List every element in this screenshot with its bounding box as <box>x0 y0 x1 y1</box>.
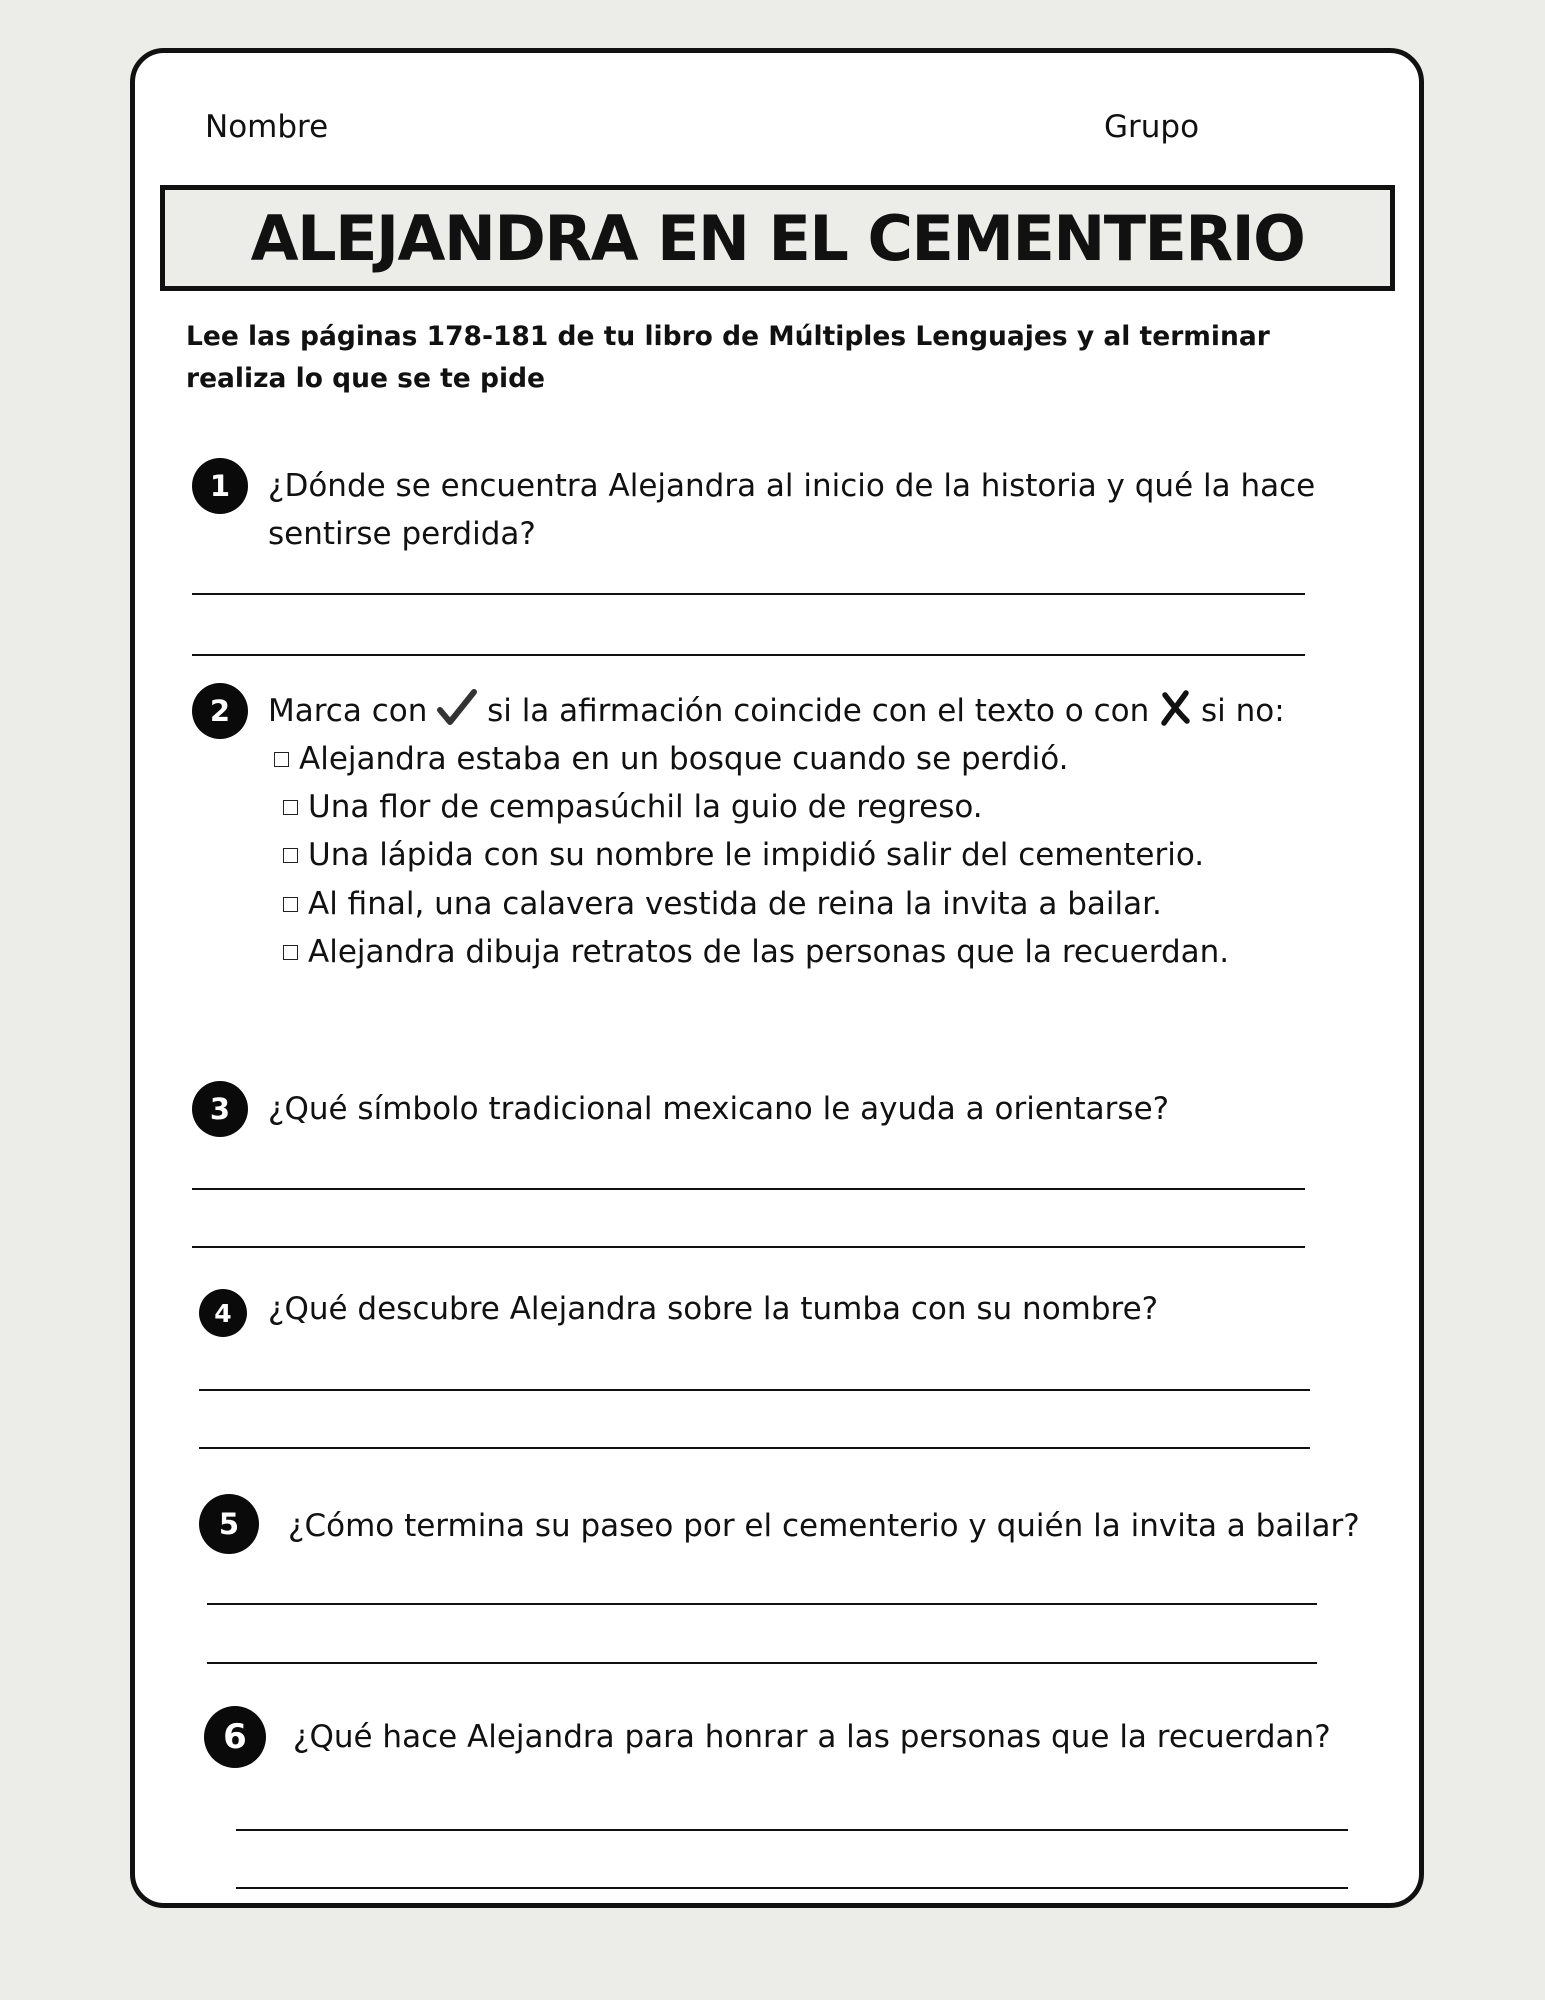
question-5-text: ¿Cómo termina su paseo por el cementerio y quién la invita a bailar? <box>288 1508 1360 1544</box>
statement-item-5[interactable] <box>283 928 1229 976</box>
statement-text-4: Al final, una calavera vestida de reina la invita a bailar. <box>308 886 1162 922</box>
instructions-text: Lee las páginas 178-181 de tu libro de Múltiples Lenguajes y al terminar realiza lo que se te pide <box>186 321 1270 394</box>
statement-item-1[interactable] <box>274 735 1069 783</box>
question-number-6: 6 <box>204 1706 266 1768</box>
question-2-text-part-3: si no: <box>1200 693 1285 729</box>
worksheet-title: ALEJANDRA EN EL CEMENTERIO <box>250 201 1305 275</box>
answer-line-6b[interactable] <box>236 1887 1348 1889</box>
question-4-text: ¿Qué descubre Alejandra sobre la tumba con su nombre? <box>268 1291 1159 1327</box>
question-1-text-line-1: ¿Dónde se encuentra Alejandra al inicio de la historia y qué la hace <box>268 468 1316 504</box>
answer-line-4b[interactable] <box>199 1447 1310 1449</box>
question-1-text-line-2: sentirse perdida? <box>268 516 536 552</box>
question-2-text-part-1: Marca con <box>268 693 428 729</box>
question-number-4: 4 <box>199 1289 247 1337</box>
question-number-5: 5 <box>199 1494 259 1554</box>
statement-text-2: Una flor de cempasúchil la guio de regreso. <box>308 789 983 825</box>
answer-line-3b[interactable] <box>192 1246 1305 1248</box>
statement-text-1: Alejandra estaba en un bosque cuando se perdió. <box>299 741 1069 777</box>
question-number-3: 3 <box>192 1081 248 1137</box>
checkbox-2[interactable] <box>283 800 298 815</box>
statement-text-3: Una lápida con su nombre le impidió salir del cementerio. <box>308 837 1205 873</box>
answer-line-1a[interactable] <box>192 593 1305 595</box>
question-number-1: 1 <box>192 458 248 514</box>
title-box <box>160 185 1395 291</box>
question-2-text-part-2: si la afirmación coincide con el texto o con <box>487 693 1150 729</box>
answer-line-3a[interactable] <box>192 1188 1305 1190</box>
question-3-text: ¿Qué símbolo tradicional mexicano le ayuda a orientarse? <box>268 1091 1170 1127</box>
checkbox-1[interactable] <box>274 752 289 767</box>
cross-mark-icon <box>1159 689 1191 741</box>
answer-line-4a[interactable] <box>199 1389 1310 1391</box>
question-number-2: 2 <box>192 683 248 739</box>
statement-text-5: Alejandra dibuja retratos de las personas que la recuerdan. <box>308 934 1230 970</box>
statement-item-2[interactable] <box>283 783 983 831</box>
worksheet-sheet <box>130 48 1424 1908</box>
statement-item-4[interactable] <box>283 880 1162 928</box>
question-6-text: ¿Qué hace Alejandra para honrar a las personas que la recuerdan? <box>293 1719 1331 1755</box>
group-label: Grupo <box>1104 109 1200 145</box>
answer-line-5b[interactable] <box>207 1662 1317 1664</box>
checkbox-3[interactable] <box>283 848 298 863</box>
name-label: Nombre <box>205 109 329 145</box>
answer-line-6a[interactable] <box>236 1829 1348 1831</box>
answer-line-1b[interactable] <box>192 654 1305 656</box>
question-2-instruction <box>268 687 1285 741</box>
checkbox-5[interactable] <box>283 945 298 960</box>
answer-line-5a[interactable] <box>207 1603 1317 1605</box>
statement-item-3[interactable] <box>283 831 1204 879</box>
check-mark-icon <box>437 689 477 741</box>
checkbox-4[interactable] <box>283 897 298 912</box>
